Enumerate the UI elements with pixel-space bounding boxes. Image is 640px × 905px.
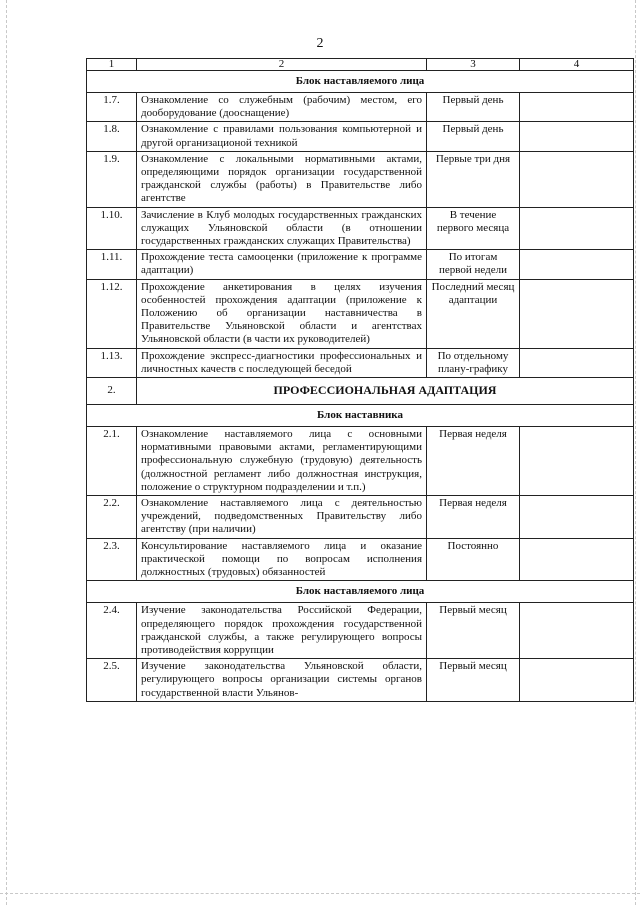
item-number: 1.13. (87, 348, 137, 377)
table-row (87, 207, 634, 250)
table-row (87, 250, 634, 279)
item-note (520, 250, 634, 279)
page-number: 2 (316, 36, 324, 51)
item-term: В течение первого месяца (427, 207, 520, 250)
block-heading: Блок наставляемого лица (87, 71, 634, 93)
table-row (87, 427, 634, 496)
item-activity: Консультирование наставляемого лица и оказание практической помощи по вопросам исполнения должностных (трудовых) обязанностей (137, 538, 427, 581)
header-cell-1: 1 (87, 59, 137, 71)
item-term: Постоянно (427, 538, 520, 581)
item-activity: Ознакомление наставляемого лица с основными нормативными правовыми актами, регламентирующими профессиональную служебную (трудовую) деятельность (должностной регламент либо должностная инструкция, положение о структурном подразделении и т.п.) (137, 427, 427, 496)
item-number: 2.1. (87, 427, 137, 496)
item-note (520, 348, 634, 377)
item-note (520, 207, 634, 250)
table-row (87, 496, 634, 539)
item-term: По итогам первой недели (427, 250, 520, 279)
item-number: 1.9. (87, 151, 137, 207)
scan-border-right (635, 0, 637, 905)
table-row (87, 659, 634, 702)
item-number: 2.2. (87, 496, 137, 539)
section-number: 2. (87, 378, 137, 405)
item-number: 1.12. (87, 279, 137, 348)
item-term: Первый день (427, 93, 520, 122)
table-row (87, 603, 634, 659)
block-heading-row (87, 581, 634, 603)
item-activity: Прохождение теста самооценки (приложение к программе адаптации) (137, 250, 427, 279)
header-row (87, 59, 634, 71)
item-number: 1.7. (87, 93, 137, 122)
item-number: 2.5. (87, 659, 137, 702)
item-term: По отдельному плану-графику (427, 348, 520, 377)
block-heading-row (87, 71, 634, 93)
item-note (520, 151, 634, 207)
item-activity: Ознакомление с локальными нормативными актами, определяющими порядок организации государственной гражданской службы (работы) в Правительстве либо агентстве (137, 151, 427, 207)
section-title: ПРОФЕССИОНАЛЬНАЯ АДАПТАЦИЯ (137, 378, 634, 405)
item-number: 1.11. (87, 250, 137, 279)
item-term: Первые три дня (427, 151, 520, 207)
item-note (520, 427, 634, 496)
item-activity: Ознакомление с правилами пользования компьютерной и другой организационой техникой (137, 122, 427, 151)
header-cell-4: 4 (520, 59, 634, 71)
item-activity: Изучение законодательства Ульяновской области, регулирующего вопросы организации системы органов государственной власти Ульянов- (137, 659, 427, 702)
item-note (520, 603, 634, 659)
item-number: 1.10. (87, 207, 137, 250)
block-heading-row (87, 405, 634, 427)
section-heading-row (87, 378, 634, 405)
block-heading: Блок наставляемого лица (87, 581, 634, 603)
item-number: 1.8. (87, 122, 137, 151)
item-activity: Изучение законодательства Российской Федерации, определяющего порядок прохождения государственной гражданской службы, а также регулирующего вопросы противодействия коррупции (137, 603, 427, 659)
item-note (520, 122, 634, 151)
item-activity: Зачисление в Клуб молодых государственных гражданских служащих Ульяновской области (в отношении государственных гражданских служащих Правительства) (137, 207, 427, 250)
table-row (87, 279, 634, 348)
item-term: Первая неделя (427, 496, 520, 539)
item-activity: Ознакомление со служебным (рабочим) местом, его дооборудование (дооснащение) (137, 93, 427, 122)
item-term: Первый день (427, 122, 520, 151)
table-row (87, 93, 634, 122)
block-heading: Блок наставника (87, 405, 634, 427)
item-note (520, 279, 634, 348)
item-number: 2.4. (87, 603, 137, 659)
item-term: Последний месяц адаптации (427, 279, 520, 348)
header-cell-3: 3 (427, 59, 520, 71)
adaptation-plan-table (86, 58, 634, 702)
scan-border-left (6, 0, 8, 905)
item-activity: Прохождение анкетирования в целях изучения особенностей прохождения адаптации (приложение к Положению об организации наставничества в Правительстве Ульяновской области и агентствах Ульяновской области (в части их руководителей) (137, 279, 427, 348)
item-note (520, 93, 634, 122)
item-note (520, 538, 634, 581)
scan-border-bottom (0, 893, 640, 895)
item-note (520, 496, 634, 539)
table-row (87, 348, 634, 377)
table-row (87, 122, 634, 151)
table-row (87, 538, 634, 581)
item-term: Первый месяц (427, 603, 520, 659)
item-number: 2.3. (87, 538, 137, 581)
header-cell-2: 2 (137, 59, 427, 71)
table-row (87, 151, 634, 207)
item-activity: Прохождение экспресс-диагностики профессиональных и личностных качеств с последующей беседой (137, 348, 427, 377)
item-activity: Ознакомление наставляемого лица с деятельностью учреждений, подведомственных Правительству либо агентству (при наличии) (137, 496, 427, 539)
item-term: Первый месяц (427, 659, 520, 702)
item-note (520, 659, 634, 702)
item-term: Первая неделя (427, 427, 520, 496)
